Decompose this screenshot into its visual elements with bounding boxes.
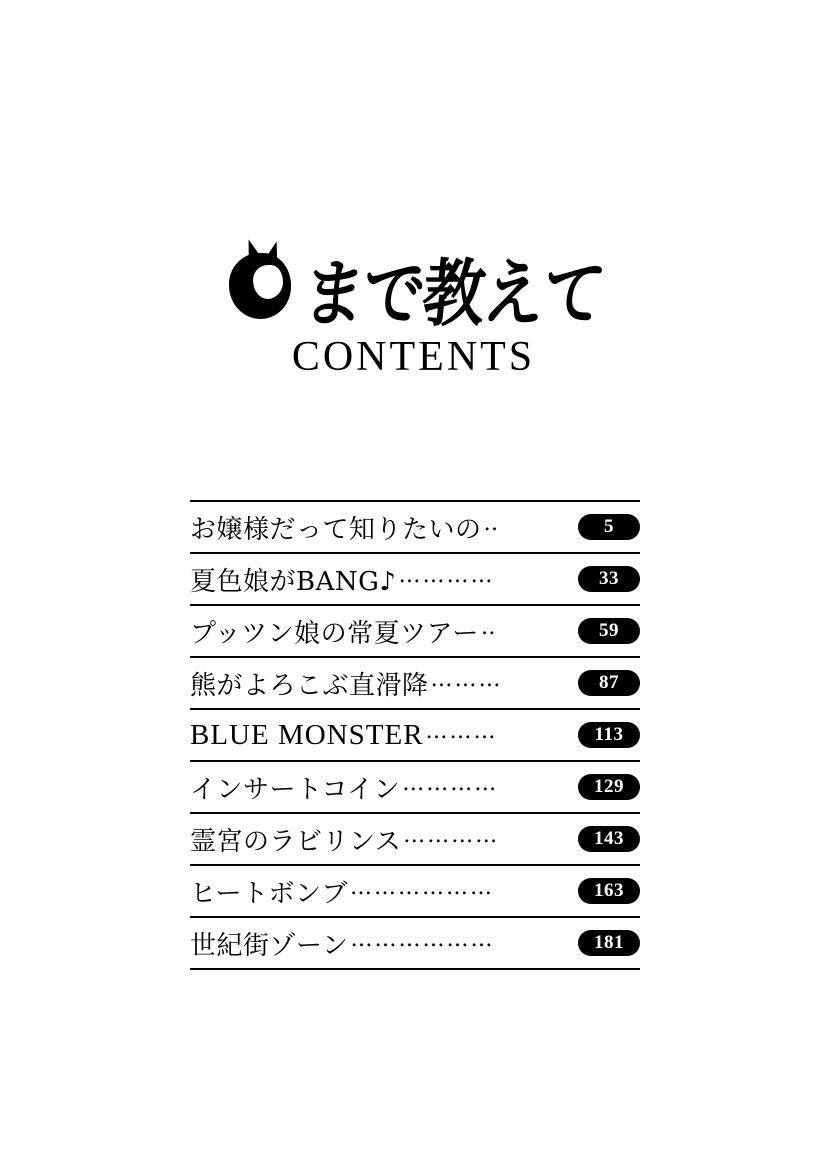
contents-heading: CONTENTS [291,334,536,380]
toc-entry-leader-dots: ………… [402,773,499,796]
toc-entry-leader-dots: ……… [425,721,498,744]
toc-entry-page-badge: 143 [578,826,640,852]
toc-entry-leader-dots: ………… [398,565,495,588]
toc-entry[interactable] [190,554,640,606]
table-of-contents [190,500,640,970]
toc-entry-leader-dots: ‥ [483,513,501,536]
toc-entry-leader-dots: ‥ [480,617,498,640]
toc-entry[interactable] [190,710,640,762]
toc-entry-page-badge: 5 [578,514,640,540]
toc-entry[interactable] [190,658,640,710]
horned-blob-icon [223,239,299,325]
toc-entry-page-badge: 59 [578,618,640,644]
toc-entry-title: 夏色娘がBANG♪ [190,566,397,597]
toc-entry[interactable] [190,762,640,814]
logo-title: まで教えて [299,250,609,337]
toc-entry-title: プッツン娘の常夏ツアー [190,618,479,649]
toc-entry[interactable] [190,502,640,554]
toc-entry-title: 熊がよろこぶ直滑降 [190,670,429,701]
toc-entry-title: ヒートボンブ [190,878,348,909]
logo-row [0,205,827,337]
toc-entry-page-badge: 163 [578,878,640,904]
toc-entry-title: インサートコイン [190,774,401,805]
toc-entry-leader-dots: ……… [430,669,503,692]
toc-entry-page-badge: 113 [578,722,640,748]
toc-entry[interactable] [190,814,640,866]
toc-entry[interactable] [190,918,640,970]
toc-entry-title: お嬢様だって知りたいの [190,514,482,545]
toc-entry-page-badge: 87 [578,670,640,696]
toc-entry-leader-dots: ……………… [350,929,495,952]
toc-entry-title: 世紀街ゾーン [190,930,349,961]
toc-entry-title: BLUE MONSTER [190,718,424,751]
toc-entry-page-badge: 33 [578,566,640,592]
title-block [0,205,827,381]
toc-entry[interactable] [190,866,640,918]
toc-entry-leader-dots: ………… [403,825,500,848]
toc-entry-leader-dots: ……………… [349,877,494,900]
toc-entry-title: 霊宮のラビリンス [190,826,402,857]
toc-entry-page-badge: 129 [578,774,640,800]
toc-entry[interactable] [190,606,640,658]
toc-entry-page-badge: 181 [578,930,640,956]
